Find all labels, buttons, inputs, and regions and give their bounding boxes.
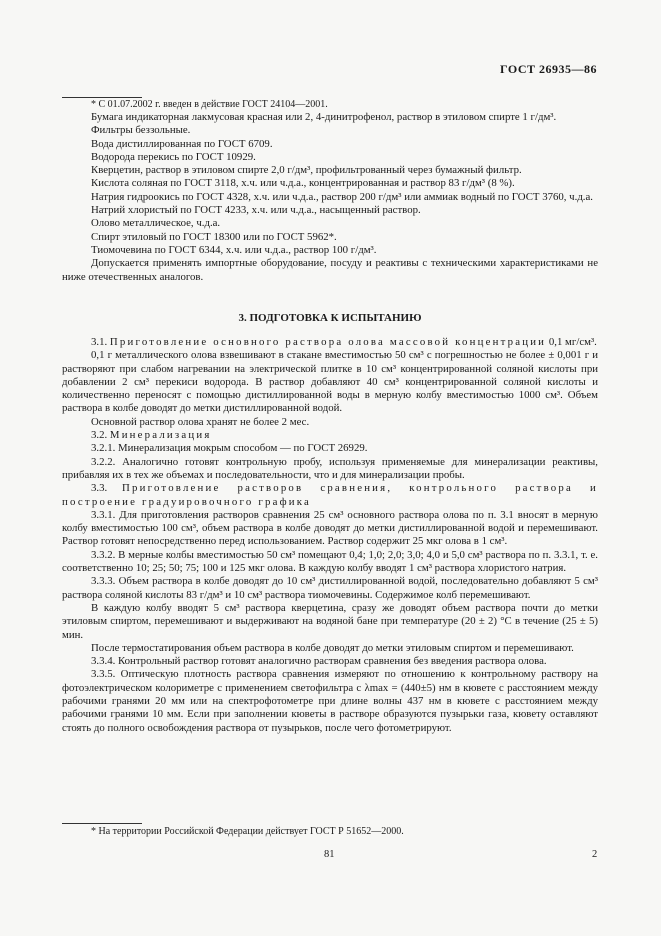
section-title: 3. ПОДГОТОВКА К ИСПЫТАНИЮ — [238, 312, 422, 324]
paragraph: После термостатирования объем раствора в колбе доводят до метки этиловым спиртом и перемешивают. — [91, 641, 574, 654]
paragraph: 3.3.3. Объем раствора в колбе доводят до 10 см³ дистиллированной водой, последовательно добавляют 5 см³ раствора соляной кислоты 83 г/дм³ и 10 см³ раствора тиомочевины. Содержимое колб перемешивают. — [62, 575, 598, 601]
reagents-block — [62, 98, 598, 284]
section-body — [62, 336, 598, 735]
bottom-footnote: * На территории Российской Федерации действует ГОСТ Р 51652—2000. — [91, 826, 404, 837]
reagent-item: Вода дистиллированная по ГОСТ 6709. — [91, 137, 273, 150]
reagent-item: Фильтры беззольные. — [91, 124, 191, 137]
clause-number: 3.1. — [91, 336, 108, 348]
reagent-item: Бумага индикаторная лакмусовая красная или 2, 4-динитрофенол, раствор в этиловом спирте 1 г/дм³. — [91, 111, 557, 123]
paragraph: 3.3.4. Контрольный раствор готовят аналогично растворам сравнения без введения раствора олова. — [91, 655, 547, 668]
bottom-footnote-block — [62, 825, 598, 838]
reagent-item: Тиомочевина по ГОСТ 6344, х.ч. или ч.д.а., раствор 100 г/дм³. — [91, 243, 377, 256]
clause-concentration: 0,1 мг/см³. — [548, 336, 597, 348]
clause-3-2-heading — [62, 429, 598, 442]
reagent-item: Натрия гидроокись по ГОСТ 4328, х.ч. или ч.д.а., раствор 200 г/дм³ или аммиак водный по ГОСТ 3760, ч.д.а. — [91, 190, 593, 203]
paragraph: 3.3.1. Для приготовления растворов сравнения 25 см³ основного раствора олова по п. 3.1 вносят в мерную колбу вместимостью 100 см³, объем раствора в колбе доводят до метки дистиллированной водой и перемешивают. Раствор готовят непосредственно перед использованием. Раствор содержит 25 мкг олова в 1 см³. — [62, 508, 598, 548]
page-number: 81 — [324, 849, 335, 860]
reagent-item: Олово металлическое, ч.д.а. — [91, 217, 221, 230]
footnote-rule-bottom — [62, 823, 142, 824]
paragraph: 3.3.5. Оптическую плотность раствора сравнения измеряют по отношению к контрольному раствору на фотоэлектрическом колориметре с применением светофильтра с λmax = (440±5) нм в кювете с расстоянием между рабочими гранями 20 мм или на спектрофотометре при длине волны 437 нм в кювете с расстоянием между рабочими гранями 10 мм. Если при заполнении кюветы в растворе образуются пузырьки газа, кювету оставляют стоять до полного освобождения раствора от пузырьков, после чего фотометрируют. — [62, 668, 598, 734]
reagent-item: Спирт этиловый по ГОСТ 18300 или по ГОСТ 5962*. — [91, 230, 337, 243]
clause-3-1-heading — [62, 336, 598, 349]
reagent-item: Натрий хлористый по ГОСТ 4233, х.ч. или ч.д.а., насыщенный раствор. — [91, 204, 421, 217]
reagent-item: Кверцетин, раствор в этиловом спирте 2,0 г/дм³, профильтрованный через бумажный фильтр. — [91, 164, 522, 177]
paragraph: 3.3.2. В мерные колбы вместимостью 50 см³ помещают 0,4; 1,0; 2,0; 3,0; 4,0 и 5,0 см³ раствора по п. 3.3.1, т. е. соответственно 10; 25; 50; 75; 100 и 125 мкг олова. В каждую колбу вводят 1 см³ раствора хлористого натрия. — [62, 548, 598, 575]
paragraph: В каждую колбу вводят 5 см³ раствора кверцетина, сразу же доводят объем раствора почти до метки этиловым спиртом, перемешивают и выдерживают на водяной бане при температуре (20 ± 2) °С в течение (25 ± 5) мин. — [62, 601, 598, 641]
sheet-number: 2 — [592, 849, 598, 860]
paragraph: Основной раствор олова хранят не более 2 мес. — [91, 415, 310, 428]
reagent-item: Водорода перекись по ГОСТ 10929. — [91, 150, 256, 163]
clause-title: Приготовление растворов сравнения, контрольного раствора и построение градуировочного графика — [62, 482, 598, 508]
clause-number: 3.2. — [91, 429, 108, 442]
paragraph: 3.2.1. Минерализация мокрым способом — по ГОСТ 26929. — [91, 442, 368, 455]
paragraph: 0,1 г металлического олова взвешивают в стакане вместимостью 50 см³ с погрешностью не более ± 0,001 г и растворяют при слабом нагревании на электрической плитке в 10 см³ концентрированной соляной кислоты при добавлении 2 см³ перекиси водорода. В раствор добавляют 40 см³ концентрированной соляной кислоты и количественно переносят с помощью дистиллированной воды в мерную колбу вместимостью 1000 см³. Объем раствора в колбе доводят до метки дистиллированной водой. — [62, 349, 598, 415]
reagent-item: Допускается применять импортные оборудование, посуду и реактивы с техническими характеристиками не ниже отечественных аналогов. — [62, 257, 598, 283]
clause-3-3-heading — [62, 482, 598, 509]
standard-header: ГОСТ 26935—86 — [500, 62, 597, 76]
clause-title: Приготовление основного раствора олова массовой концентрации — [109, 336, 547, 348]
clause-number: 3.3. — [91, 482, 108, 495]
reagent-item: Кислота соляная по ГОСТ 3118, х.ч. или ч.д.а., концентрированная и раствор 83 г/дм³ (8 %). — [91, 177, 515, 190]
paragraph: 3.2.2. Аналогично готовят контрольную пробу, используя применяемые для минерализации реактивы, прибавляя их в тех же объемах и последовательности, что и для минерализации пробы. — [62, 455, 598, 481]
clause-title: Минерализация — [109, 429, 212, 442]
top-footnote: * С 01.07.2002 г. введен в действие ГОСТ 24104—2001. — [91, 99, 328, 110]
